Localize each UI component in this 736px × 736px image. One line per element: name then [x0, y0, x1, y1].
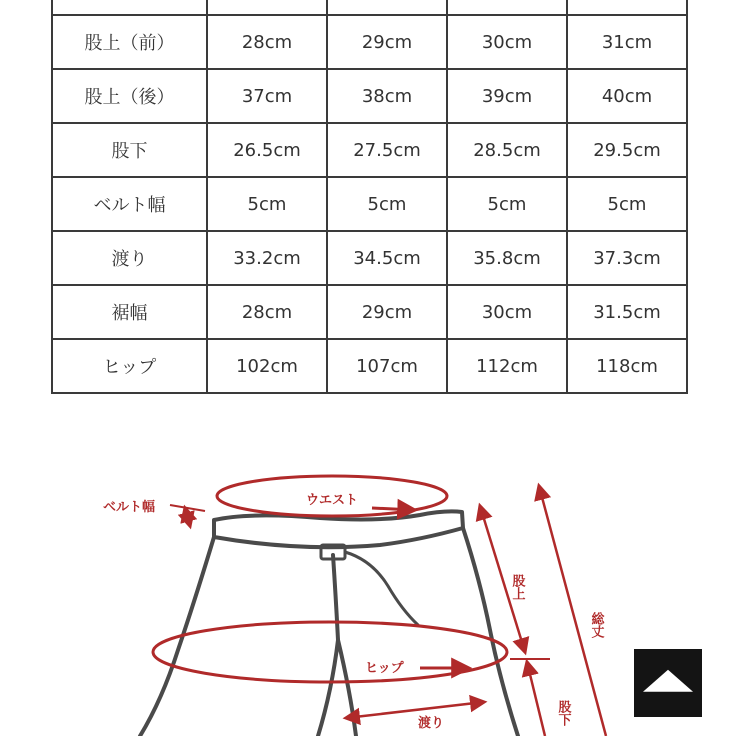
drawstring	[345, 552, 418, 625]
cell-value	[567, 0, 687, 15]
cell-value: 37.3cm	[567, 231, 687, 285]
cell-value: 5cm	[567, 177, 687, 231]
cell-value	[447, 0, 567, 15]
row-label: 裾幅	[52, 285, 207, 339]
cell-value: 34.5cm	[327, 231, 447, 285]
cell-value: 5cm	[447, 177, 567, 231]
cell-value: 28cm	[207, 15, 327, 69]
table-row	[52, 0, 687, 15]
row-label: ベルト幅	[52, 177, 207, 231]
scroll-to-top-button[interactable]	[634, 649, 702, 717]
table-row	[52, 69, 687, 123]
row-label: 股下	[52, 123, 207, 177]
rise-label: 股上	[509, 574, 525, 600]
cell-value: 112cm	[447, 339, 567, 393]
inseam-label: 股下	[555, 700, 571, 726]
cell-value: 26.5cm	[207, 123, 327, 177]
cell-value: 37cm	[207, 69, 327, 123]
cell-value: 30cm	[447, 15, 567, 69]
belt-width-label: ベルト幅	[103, 500, 156, 515]
cell-value: 27.5cm	[327, 123, 447, 177]
table-row	[52, 123, 687, 177]
cell-value: 107cm	[327, 339, 447, 393]
cell-value: 5cm	[327, 177, 447, 231]
waist-arrow	[372, 508, 414, 510]
outseam-arrow	[539, 486, 606, 736]
cell-value: 39cm	[447, 69, 567, 123]
belt-width-leader	[170, 505, 205, 511]
row-label	[52, 0, 207, 15]
belt-width-arrow	[185, 508, 190, 526]
cell-value: 38cm	[327, 69, 447, 123]
inseam-arrow	[527, 662, 545, 736]
thigh-arrow	[346, 702, 484, 718]
table-row	[52, 231, 687, 285]
row-label: 渡り	[52, 231, 207, 285]
cell-value: 29cm	[327, 15, 447, 69]
hip-ellipse	[153, 622, 507, 682]
thigh-label: 渡り	[418, 716, 445, 731]
cell-value: 28.5cm	[447, 123, 567, 177]
outseam-label: 総丈	[588, 612, 604, 638]
cell-value	[207, 0, 327, 15]
measurement-diagram	[0, 430, 736, 736]
cell-value: 40cm	[567, 69, 687, 123]
size-table	[51, 0, 688, 394]
cell-value: 33.2cm	[207, 231, 327, 285]
row-label: ヒップ	[52, 339, 207, 393]
cell-value: 29.5cm	[567, 123, 687, 177]
table-row	[52, 285, 687, 339]
cell-value: 35.8cm	[447, 231, 567, 285]
triangle-up-icon	[643, 670, 693, 692]
cell-value: 28cm	[207, 285, 327, 339]
cell-value: 30cm	[447, 285, 567, 339]
waist-label: ウエスト	[306, 493, 359, 508]
cell-value: 31.5cm	[567, 285, 687, 339]
crotch-seam	[318, 640, 338, 736]
inner-seam	[338, 640, 356, 736]
table-row	[52, 339, 687, 393]
cell-value	[327, 0, 447, 15]
cell-value: 29cm	[327, 285, 447, 339]
hip-label: ヒップ	[365, 661, 404, 676]
cell-value: 102cm	[207, 339, 327, 393]
fly-seam	[333, 555, 338, 640]
cell-value: 31cm	[567, 15, 687, 69]
table-row	[52, 15, 687, 69]
cell-value: 118cm	[567, 339, 687, 393]
cell-value: 5cm	[207, 177, 327, 231]
table-row	[52, 177, 687, 231]
row-label: 股上（後）	[52, 69, 207, 123]
row-label: 股上（前）	[52, 15, 207, 69]
right-leg-outline	[463, 528, 518, 736]
pants-outline	[140, 511, 518, 736]
